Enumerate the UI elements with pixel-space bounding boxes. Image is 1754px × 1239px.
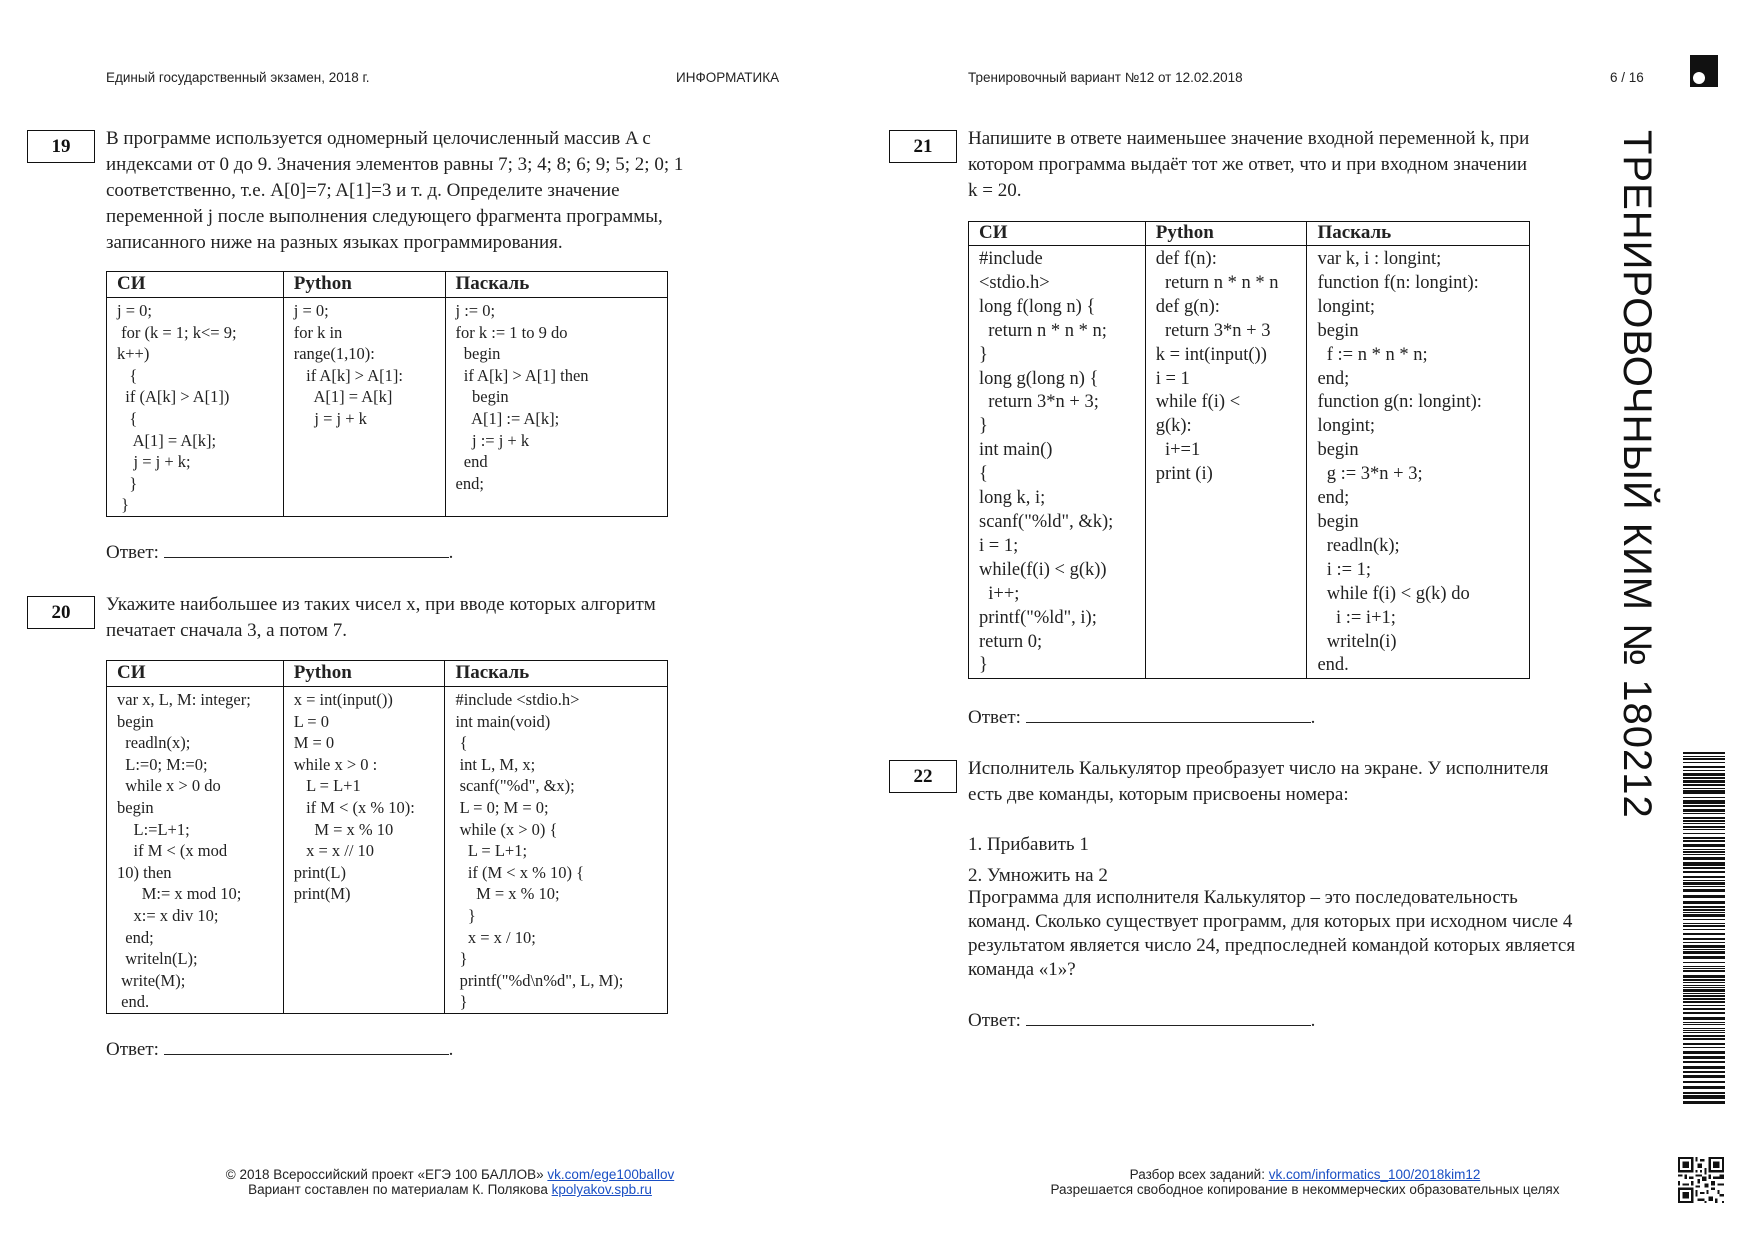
- code-python: [1145, 246, 1307, 679]
- code-line: if M < (x mod: [117, 841, 228, 861]
- code-line: return 0;: [979, 631, 1043, 652]
- code-line: {: [979, 464, 988, 485]
- code-line: for (k = 1; k<= 9;: [117, 322, 237, 342]
- code-line: g(k):: [1155, 416, 1192, 437]
- code-line: L = L+1;: [455, 841, 528, 861]
- code-line: var x, L, M: integer;: [117, 690, 251, 709]
- code-line: return n * n * n: [1155, 272, 1279, 293]
- text-line: результатом является число 24, предпоследней командой которых является: [968, 935, 1576, 956]
- answer-period: .: [1310, 707, 1316, 728]
- code-line: x = int(input()): [293, 690, 393, 709]
- answer-period: .: [448, 542, 454, 563]
- code-line: #include <stdio.h>: [455, 690, 580, 709]
- code-line: printf("%ld", i);: [979, 607, 1097, 628]
- code-line: readln(x);: [117, 733, 191, 753]
- question-22-body: [968, 886, 1575, 982]
- code-line: i := 1;: [1317, 559, 1372, 580]
- code-line: print(L): [293, 862, 346, 882]
- code-line: }: [979, 655, 988, 676]
- code-line: M:= x mod 10;: [117, 884, 242, 904]
- code-line: {: [117, 365, 138, 385]
- text-line: команд. Сколько существует программ, для которых при исходном числе 4: [968, 911, 1573, 932]
- code-c: [107, 687, 284, 1014]
- footer-link-solutions[interactable]: vk.com/informatics_100/2018kim12: [1268, 1167, 1481, 1182]
- code-line: g := 3*n + 3;: [1317, 464, 1423, 485]
- code-line: end;: [1317, 488, 1350, 509]
- answer-label: Ответ:: [106, 542, 159, 563]
- answer-field[interactable]: [164, 540, 449, 558]
- code-line: end;: [1317, 368, 1350, 389]
- code-line: readln(k);: [1317, 535, 1400, 556]
- column-header-python: Python: [1145, 222, 1307, 246]
- question-19-number: 19: [27, 130, 95, 163]
- text-line: соответственно, т.е. A[0]=7; A[1]=3 и т. д. Определите значение: [106, 180, 620, 201]
- footer-solutions: Разбор всех заданий:: [1129, 1167, 1265, 1182]
- code-pascal: [445, 687, 668, 1014]
- answer-field[interactable]: [1026, 1008, 1311, 1026]
- code-line: A[1] = A[k]: [293, 387, 393, 407]
- code-line: while (x > 0) {: [455, 819, 558, 839]
- question-20-answer: [106, 1037, 453, 1061]
- code-line: begin: [1317, 440, 1359, 461]
- text-line: Исполнитель Калькулятор преобразует число на экране. У исполнителя: [968, 758, 1549, 779]
- code-line: while(f(i) < g(k)): [979, 559, 1107, 580]
- code-line: j = 0;: [117, 301, 152, 320]
- header-page-number: 6 / 16: [1610, 70, 1644, 85]
- code-line: function g(n: longint):: [1317, 392, 1482, 413]
- code-line: j := 0;: [455, 301, 496, 320]
- code-line: while x > 0 do: [117, 776, 221, 796]
- code-line: begin: [455, 387, 509, 407]
- code-line: for k := 1 to 9 do: [455, 322, 568, 342]
- question-20-number: 20: [27, 596, 95, 629]
- question-22-number: 22: [889, 760, 957, 793]
- code-line: long k, i;: [979, 488, 1046, 509]
- code-line: }: [455, 992, 468, 1012]
- answer-period: .: [1310, 1010, 1316, 1031]
- header-subject: ИНФОРМАТИКА: [676, 70, 780, 85]
- code-line: end.: [117, 992, 150, 1012]
- code-line: int main(): [979, 440, 1053, 461]
- code-line: i = 1: [1155, 368, 1190, 389]
- code-line: if M < (x % 10):: [293, 797, 415, 817]
- code-line: if (M < x % 10) {: [455, 862, 585, 882]
- code-line: A[1] = A[k];: [117, 430, 217, 450]
- header-variant: Тренировочный вариант №12 от 12.02.2018: [968, 70, 1243, 85]
- code-line: end;: [117, 927, 154, 947]
- column-header-pascal: Паскаль: [445, 272, 668, 298]
- code-line: <stdio.h>: [979, 272, 1050, 293]
- question-21-answer: [968, 705, 1315, 729]
- code-line: while x > 0 :: [293, 754, 378, 774]
- code-line: range(1,10):: [293, 344, 375, 364]
- code-line: k++): [117, 344, 150, 364]
- sidebar-kim-title: ТРЕНИРОВОЧНЫЙ КИМ № 180212: [1615, 130, 1659, 819]
- code-line: begin: [117, 797, 154, 817]
- code-line: var k, i : longint;: [1317, 249, 1442, 269]
- column-header-c: СИ: [107, 661, 284, 687]
- code-line: return 3*n + 3;: [979, 392, 1099, 413]
- code-line: L = L+1: [293, 776, 361, 796]
- code-line: {: [117, 408, 138, 428]
- code-line: {: [455, 733, 468, 753]
- column-header-c: СИ: [969, 222, 1146, 246]
- code-line: while f(i) <: [1155, 392, 1241, 413]
- code-line: writeln(L);: [117, 949, 198, 969]
- text-line: есть две команды, которым присвоены номера:: [968, 784, 1349, 805]
- code-line: }: [455, 905, 476, 925]
- footer-left: [150, 1167, 750, 1197]
- code-line: longint;: [1317, 296, 1376, 317]
- code-line: j = 0;: [293, 301, 329, 320]
- code-line: print (i): [1155, 464, 1213, 485]
- column-header-pascal: Паскаль: [445, 661, 668, 687]
- answer-period: .: [448, 1039, 454, 1060]
- code-line: def f(n):: [1155, 249, 1217, 269]
- code-line: f := n * n * n;: [1317, 344, 1428, 365]
- code-line: printf("%d\n%d", L, M);: [455, 970, 624, 990]
- question-22-text: [968, 756, 1549, 808]
- code-line: x:= x div 10;: [117, 905, 219, 925]
- code-python: [283, 298, 445, 517]
- question-21-number: 21: [889, 130, 957, 163]
- code-line: end: [455, 452, 488, 472]
- answer-label: Ответ:: [106, 1039, 159, 1060]
- footer-copyright: © 2018 Всероссийский проект «ЕГЭ 100 БАЛЛОВ»: [225, 1167, 544, 1182]
- footer-link-kpolyakov[interactable]: kpolyakov.spb.ru: [551, 1182, 652, 1197]
- code-line: i++;: [979, 583, 1020, 604]
- code-line: i = 1;: [979, 535, 1019, 556]
- code-line: L = 0: [293, 711, 329, 731]
- code-line: }: [455, 949, 468, 969]
- code-line: L:=L+1;: [117, 819, 190, 839]
- code-line: function f(n: longint):: [1317, 272, 1479, 293]
- column-header-python: Python: [283, 272, 445, 298]
- code-line: begin: [1317, 511, 1359, 532]
- code-line: int L, M, x;: [455, 754, 536, 774]
- code-line: #include: [979, 249, 1043, 269]
- text-line: записанного ниже на разных языках программирования.: [106, 232, 563, 253]
- code-line: j := j + k: [455, 430, 530, 450]
- answer-label: Ответ:: [968, 1010, 1021, 1031]
- code-line: }: [117, 495, 130, 515]
- code-line: L:=0; M:=0;: [117, 754, 208, 774]
- code-pascal: [1307, 246, 1530, 679]
- code-c: [969, 246, 1146, 679]
- code-line: i := i+1;: [1317, 607, 1396, 628]
- code-line: M = 0: [293, 733, 335, 753]
- code-c: [107, 298, 284, 517]
- question-20-text: [106, 592, 656, 644]
- command-1: 1. Прибавить 1: [968, 834, 1089, 855]
- text-line: В программе используется одномерный целочисленный массив A с: [106, 128, 651, 149]
- code-line: L = 0; M = 0;: [455, 797, 549, 817]
- question-20-code-table: [106, 660, 668, 1014]
- qr-code-icon: [1678, 1157, 1724, 1203]
- question-19-code-table: [106, 271, 668, 517]
- code-line: }: [979, 344, 988, 365]
- code-line: begin: [1317, 320, 1359, 341]
- code-line: j = j + k;: [117, 452, 191, 472]
- text-line: печатает сначала 3, а потом 7.: [106, 620, 347, 641]
- footer-license: Разрешается свободное копирование в некоммерческих образовательных целях: [1050, 1182, 1560, 1197]
- answer-field[interactable]: [164, 1037, 449, 1055]
- column-header-pascal: Паскаль: [1307, 222, 1530, 246]
- code-pascal: [445, 298, 668, 517]
- code-line: A[1] := A[k];: [455, 408, 560, 428]
- code-line: def g(n):: [1155, 296, 1220, 317]
- code-line: return n * n * n;: [979, 320, 1107, 341]
- code-line: for k in: [293, 322, 343, 342]
- code-line: if (A[k] > A[1]): [117, 387, 230, 407]
- code-python: [283, 687, 445, 1014]
- answer-label: Ответ:: [968, 707, 1021, 728]
- answer-field[interactable]: [1026, 705, 1311, 723]
- question-19-answer: [106, 540, 453, 564]
- text-line: переменной j после выполнения следующего фрагмента программы,: [106, 206, 663, 227]
- text-line: команда «1»?: [968, 959, 1076, 980]
- code-line: while f(i) < g(k) do: [1317, 583, 1470, 604]
- text-line: Программа для исполнителя Калькулятор – это последовательность: [968, 887, 1518, 908]
- text-line: k = 20.: [968, 180, 1022, 201]
- code-line: longint;: [1317, 416, 1376, 437]
- code-line: long f(long n) {: [979, 296, 1096, 317]
- question-22-answer: [968, 1008, 1315, 1032]
- corner-marker-icon: [1690, 55, 1718, 87]
- code-line: write(M);: [117, 970, 186, 990]
- code-line: j = j + k: [293, 408, 367, 428]
- column-header-c: СИ: [107, 272, 284, 298]
- code-line: return 3*n + 3: [1155, 320, 1271, 341]
- code-line: begin: [117, 711, 154, 731]
- question-21-code-table: [968, 221, 1530, 679]
- text-line: индексами от 0 до 9. Значения элементов равны 7; 3; 4; 8; 6; 9; 5; 2; 0; 1: [106, 154, 684, 175]
- code-line: M = x % 10: [293, 819, 394, 839]
- header-exam-name: Единый государственный экзамен, 2018 г.: [106, 70, 370, 85]
- code-line: print(M): [293, 884, 351, 904]
- code-line: int main(void): [455, 711, 551, 731]
- question-21-text: [968, 126, 1529, 204]
- column-header-python: Python: [283, 661, 445, 687]
- code-line: }: [979, 416, 988, 437]
- footer-link-vk[interactable]: vk.com/ege100ballov: [547, 1167, 675, 1182]
- code-line: k = int(input()): [1155, 344, 1267, 365]
- code-line: i+=1: [1155, 440, 1201, 461]
- code-line: M = x % 10;: [455, 884, 560, 904]
- code-line: if A[k] > A[1]:: [293, 365, 403, 385]
- code-line: scanf("%ld", &k);: [979, 511, 1114, 532]
- code-line: x = x // 10: [293, 841, 375, 861]
- question-19-text: [106, 126, 683, 256]
- text-line: Напишите в ответе наименьшее значение входной переменной k, при: [968, 128, 1530, 149]
- text-line: Укажите наибольшее из таких чисел x, при вводе которых алгоритм: [106, 594, 656, 615]
- code-line: end;: [455, 473, 484, 493]
- code-line: scanf("%d", &x);: [455, 776, 575, 796]
- footer-right: [990, 1167, 1620, 1197]
- code-line: x = x / 10;: [455, 927, 536, 947]
- code-line: long g(long n) {: [979, 368, 1099, 389]
- code-line: if A[k] > A[1] then: [455, 365, 589, 385]
- footer-source: Вариант составлен по материалам К. Полякова: [248, 1182, 548, 1197]
- code-line: begin: [455, 344, 501, 364]
- barcode-icon: [1683, 752, 1725, 1104]
- code-line: writeln(i): [1317, 631, 1397, 652]
- code-line: }: [117, 473, 138, 493]
- command-2: 2. Умножить на 2: [968, 865, 1108, 886]
- code-line: 10) then: [117, 862, 172, 882]
- text-line: котором программа выдаёт тот же ответ, что и при входном значении: [968, 154, 1528, 175]
- code-line: end.: [1317, 655, 1349, 676]
